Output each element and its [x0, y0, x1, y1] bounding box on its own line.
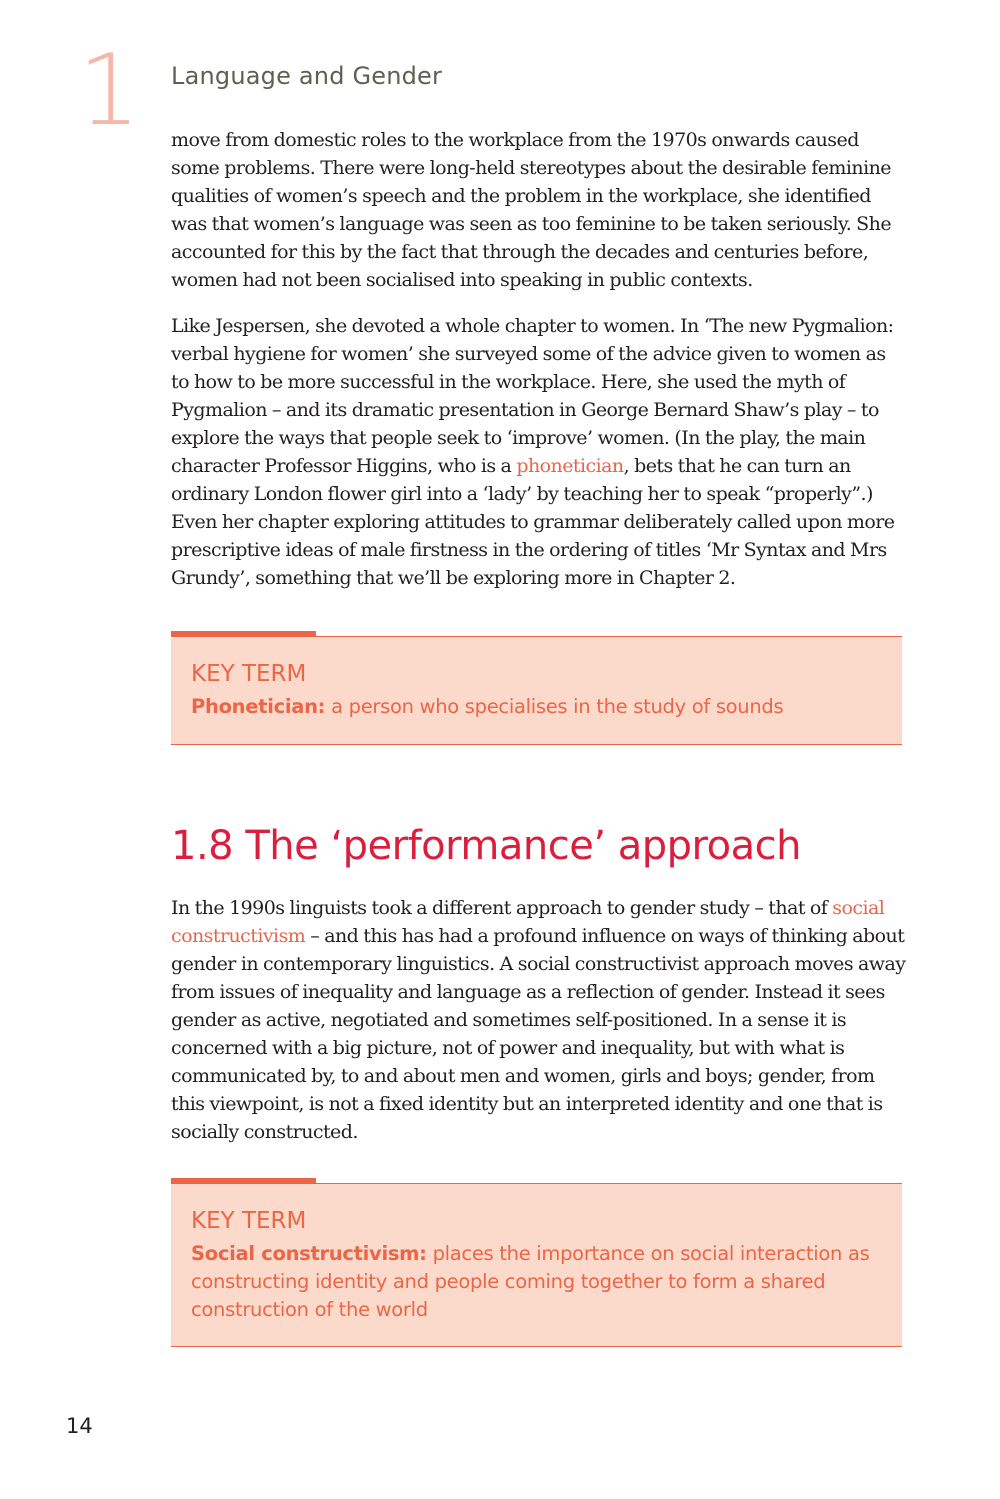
key-term-link-phonetician[interactable]: phonetician: [516, 455, 624, 477]
key-term-text: places the importance on social interaction as constructing identity and people coming together to form a shared construction of the world: [191, 1242, 870, 1321]
paragraph-text: In the 1990s linguists took a different approach to gender study – that of: [171, 897, 833, 919]
key-term-box: [171, 636, 902, 745]
key-term-accent-bar: [171, 1178, 316, 1183]
paragraph-text: Like Jespersen, she devoted a whole chapter to women. In ‘The new Pygmalion: verbal hygiene for women’ she surveyed some of the advice given to women as to how to be more successful in the workplace. Here, she used the myth of Pygmalion – and its dramatic presentation in George Bernard Shaw’s play – to explore the ways that people seek to ‘improve’ women. (In the play, the main character Professor Higgins, who is a: [171, 315, 894, 477]
chapter-number: 1: [78, 34, 141, 148]
chapter-title: Language and Gender: [171, 62, 443, 90]
key-term-word: Phonetician:: [191, 695, 326, 718]
key-term-word: Social constructivism:: [191, 1242, 427, 1265]
paragraph-text: – and this has had a profound influence on ways of thinking about gender in contemporary linguistics. A social constructivist approach moves away from issues of inequality and language as a reflection of gender. Instead it sees gender as active, negotiated and sometimes self-positioned. In a sense it is concerned with a big picture, not of power and inequality, but with what is communicated by, to and about men and women, girls and boys; gender, from this viewpoint, is not a fixed identity but an interpreted identity and one that is socially constructed.: [171, 925, 906, 1143]
body-paragraph: move from domestic roles to the workplace from the 1970s onwards caused some problems. There were long-held stereotypes about the desirable feminine qualities of women’s speech and the problem in the workplace, she identified was that women’s language was seen as too feminine to be taken seriously. She accounted for this by the fact that through the decades and centuries before, women had not been socialised into speaking in public contexts.: [171, 129, 892, 291]
key-term-box: [171, 1183, 902, 1347]
key-term-definition: [191, 693, 882, 721]
key-term-heading: KEY TERM: [191, 1208, 307, 1234]
key-term-accent-bar: [171, 631, 316, 636]
body-paragraph: [171, 312, 906, 592]
paragraph-text: , bets that he can turn an ordinary London flower girl into a ‘lady’ by teaching her to speak “properly”.) Even her chapter exploring attitudes to grammar deliberately called upon more prescriptive ideas of male firstness in the ordering of titles ‘Mr Syntax and Mrs Grundy’, something that we’ll be exploring more in Chapter 2.: [171, 455, 895, 589]
page-number: 14: [66, 1414, 93, 1438]
key-term-definition: [191, 1240, 882, 1324]
key-term-link-social-constructivism[interactable]: social constructivism: [171, 897, 885, 947]
key-term-text: a person who specialises in the study of sounds: [325, 695, 784, 718]
section-heading: 1.8 The ‘performance’ approach: [171, 823, 801, 869]
body-paragraph: [171, 894, 906, 1146]
key-term-heading: KEY TERM: [191, 661, 307, 687]
